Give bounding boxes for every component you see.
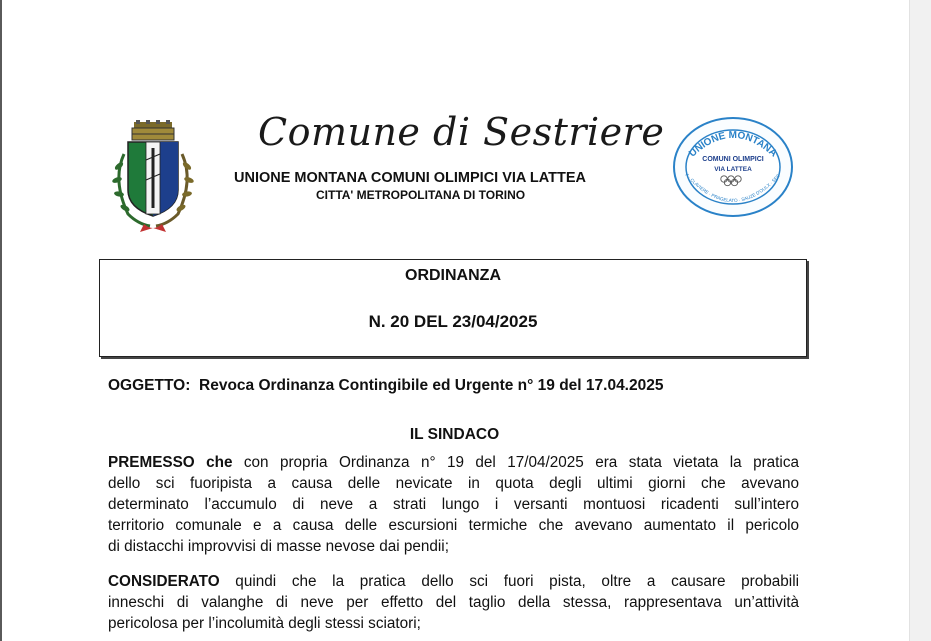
ordinance-box (99, 259, 807, 357)
paragraph-lead: PREMESSO che (108, 454, 233, 471)
paragraph-line: territorio comunale e a causa delle escursioni termiche che avevano aumentato il pericolo (108, 517, 799, 534)
seal-ring-text: UNIONE MONTANA (687, 129, 779, 160)
paragraph-premesso (108, 452, 799, 557)
paragraph-line: inneschi di valanghe di neve per effetto del taglio della stessa, rappresentava un’attività (108, 594, 799, 611)
paragraph-line (108, 452, 799, 473)
subject-label: OGGETTO: (108, 377, 191, 394)
coat-of-arms-icon (106, 120, 200, 234)
paragraph-line: determinato l’accumulo di neve a strati lungo i versanti montuosi ricadenti sull’intero (108, 496, 799, 513)
subject-line (108, 377, 663, 395)
paragraph-considerato (108, 571, 799, 634)
ordinance-title: ORDINANZA (405, 267, 501, 284)
paragraph-line (108, 571, 799, 592)
subject-text: Revoca Ordinanza Contingibile ed Urgente n° 19 del 17.04.2025 (199, 377, 664, 394)
paragraph-line: dello sci fuoripista a causa delle nevicate in quota degli ultimi giorni che avevano (108, 475, 799, 492)
comune-name: Comune di Sestriere (258, 110, 665, 154)
scrollbar-track[interactable] (909, 0, 931, 641)
ordinance-number: N. 20 DEL 23/04/2025 (368, 312, 538, 331)
page-left-border (0, 0, 2, 641)
paragraph-line: pericolosa per l’incolumità degli stessi sciatori; (108, 615, 421, 632)
authority-heading: IL SINDACO (409, 426, 500, 443)
metro-city: CITTA' METROPOLITANA DI TORINO (316, 188, 526, 202)
seal-center-line1: COMUNI OLIMPICI (702, 156, 764, 163)
paragraph-first-rest: quindi che la pratica dello sci fuori pista, oltre a causare probabili (219, 573, 799, 590)
seal-lower-text: A · CLAVIERE · PRAGELATO · SAUZE D'OULX · SES (684, 172, 781, 204)
paragraph-lead: CONSIDERATO (108, 573, 220, 590)
union-name: UNIONE MONTANA COMUNI OLIMPICI VIA LATTEA (234, 170, 587, 186)
paragraph-first-rest: con propria Ordinanza n° 19 del 17/04/2025 era stata vietata la pratica (232, 454, 799, 471)
unione-montana-seal-icon (672, 116, 794, 218)
seal-center-line2: VIA LATTEA (714, 166, 752, 173)
paragraph-line: di distacchi improvvisi di masse nevose dai pendii; (108, 538, 449, 555)
